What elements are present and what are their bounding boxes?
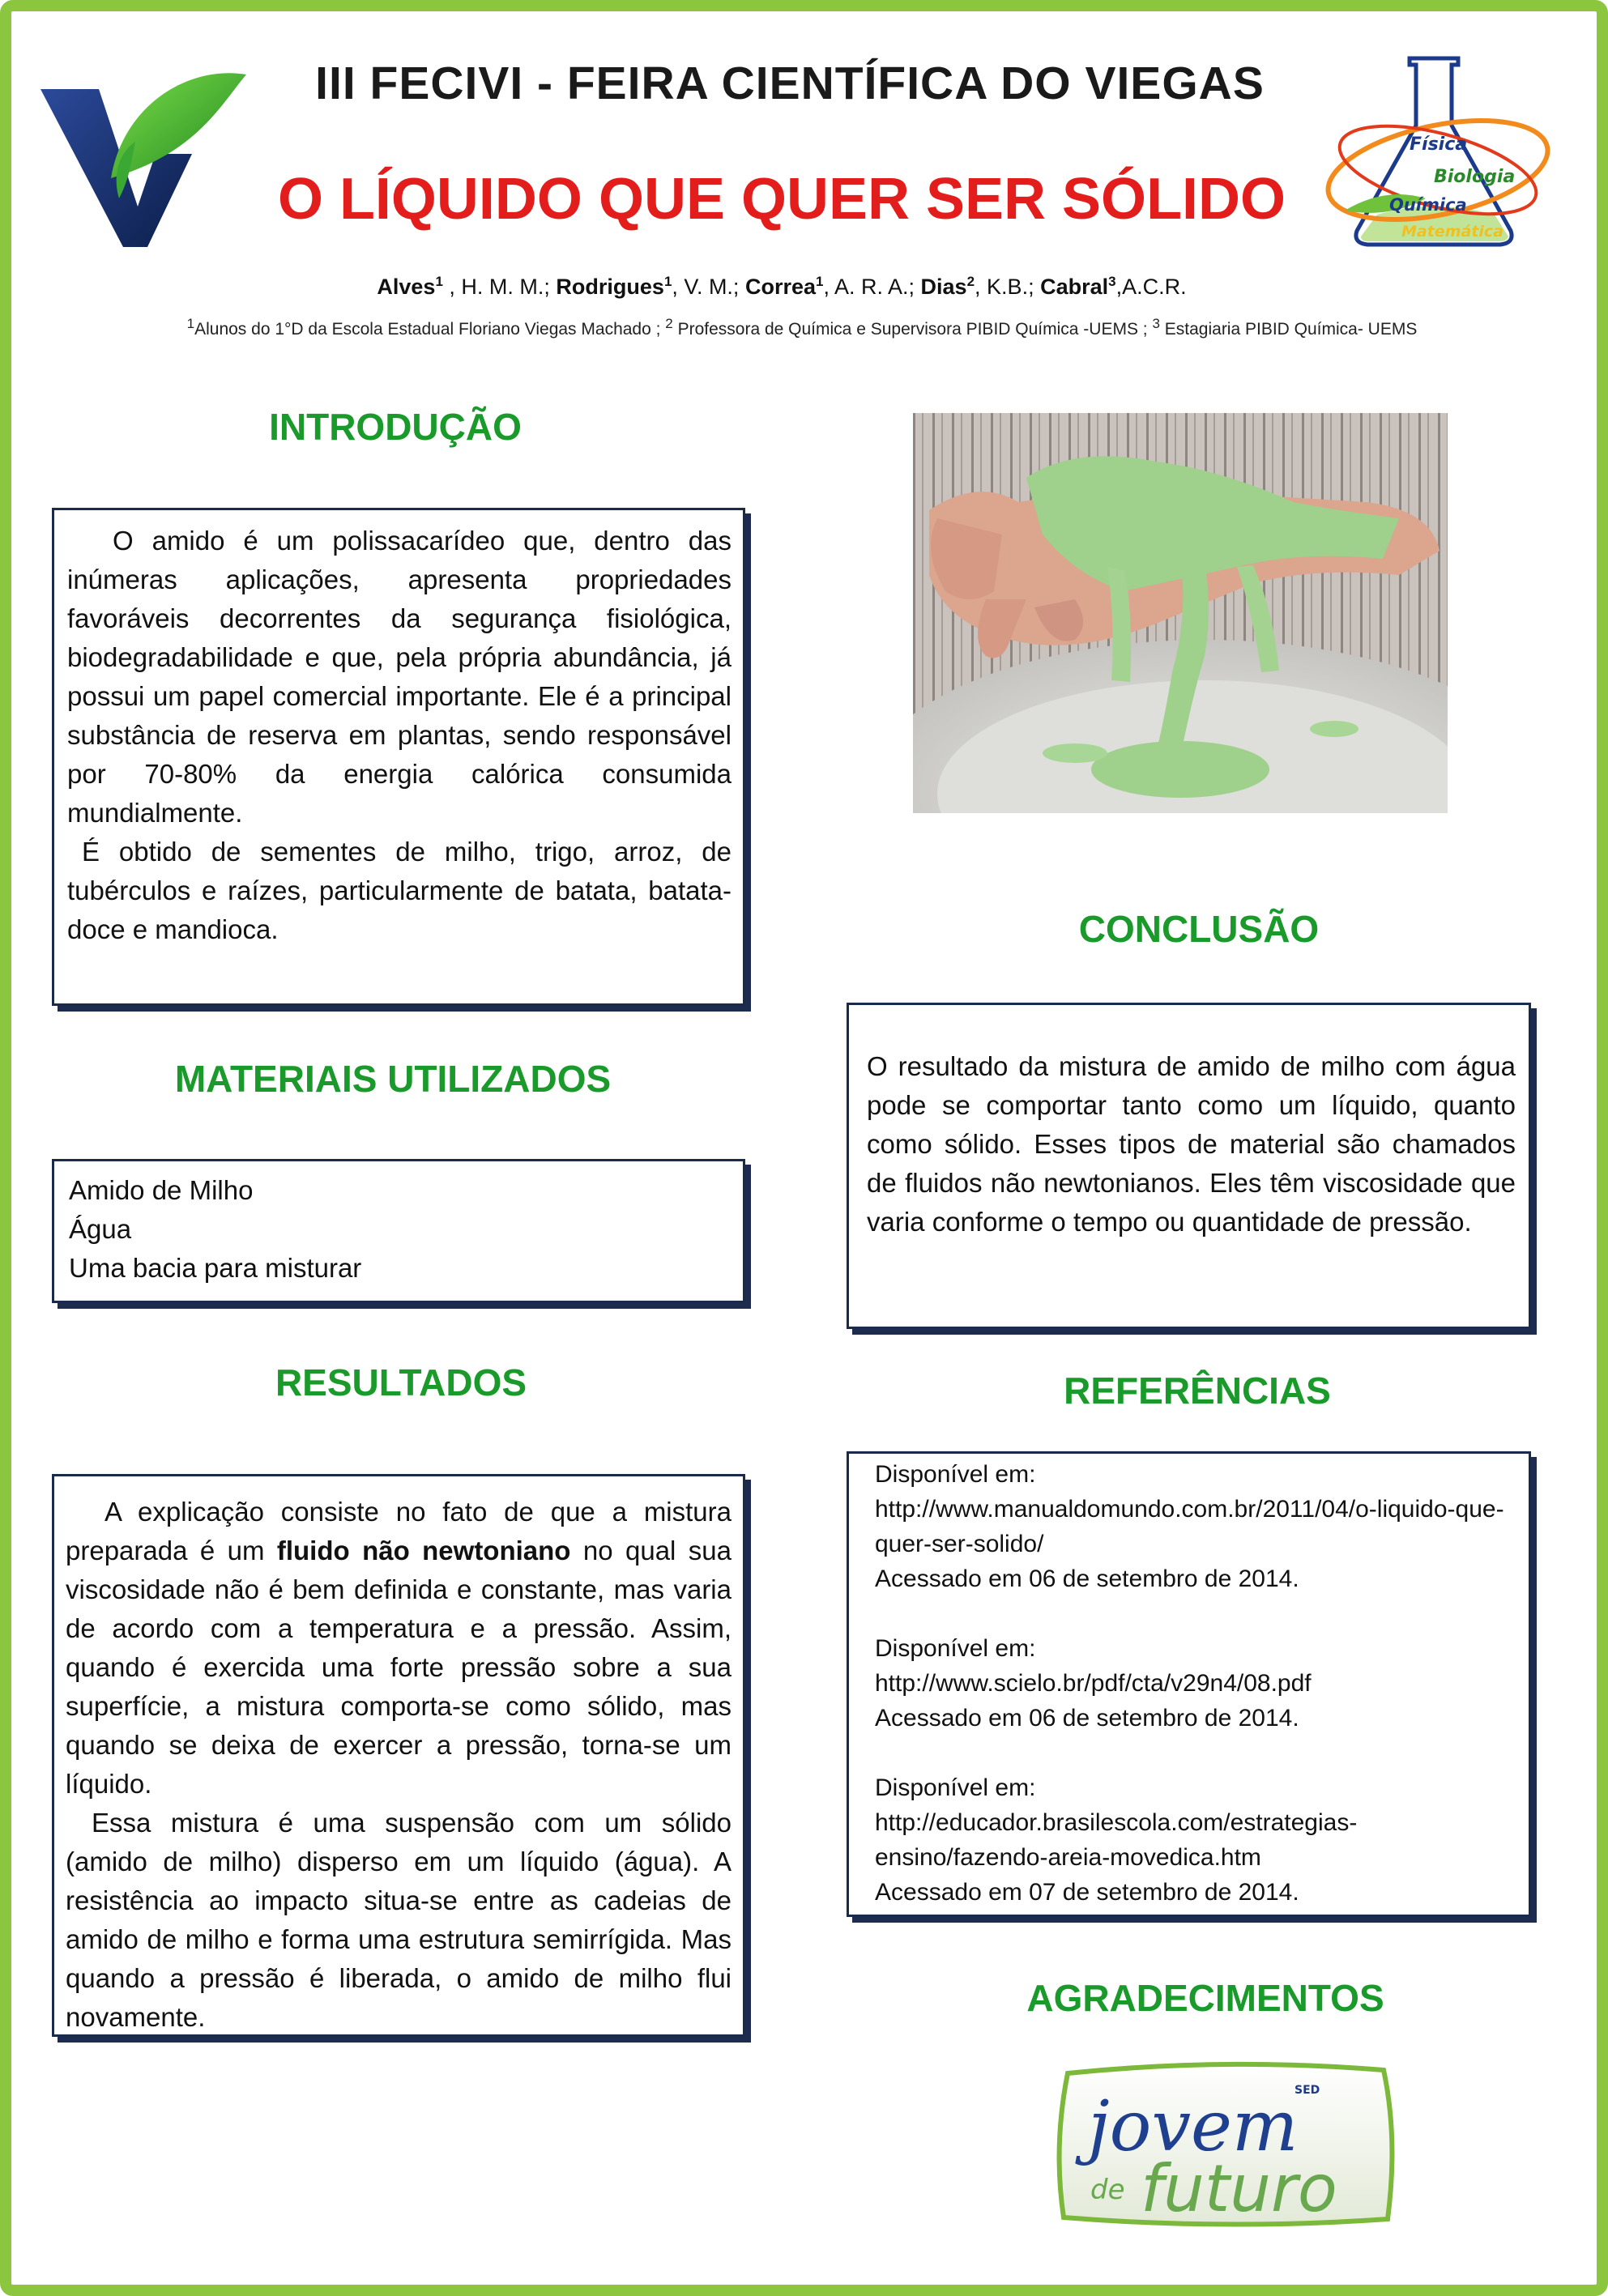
resultados-paragraph-1: A explicação consiste no fato de que a mistura preparada é um fluido não newtoniano no qual sua viscosidade não é bem definida e constante, mas varia de acordo com a temperatura e a pressão. Assim, quando é exercida uma forte pressão sobre a sua superfície, a mistura comporta-se como sólido, mas quando se deixa de exercer a pressão, torna-se um líquido.: [66, 1497, 731, 1799]
reference-url: http://educador.brasilescola.com/estrategias-ensino/fazendo-areia-movedica.htm: [875, 1809, 1358, 1871]
materiais-item: Amido de Milho: [69, 1175, 254, 1205]
affiliations-line: $^1$Alunos do 1°D da Escola Estadual Floriano Viegas Machado ; $^2$ Professora de Química e Supervisora PIBID Química -UEMS ; $^3$ Estagiaria PIBID Química- UEMS: [186, 316, 1418, 339]
poster-title: O LÍQUIDO QUE QUER SER SÓLIDO: [277, 167, 1286, 232]
science-word-matematica: Matemática: [1401, 223, 1504, 241]
jovem-de-futuro-logo: [1051, 2057, 1400, 2231]
reference-available: Disponível em:: [875, 1774, 1036, 1801]
referencias-title: REFERÊNCIAS: [1064, 1370, 1331, 1412]
reference-accessed: Acessado em 06 de setembro de 2014.: [875, 1705, 1299, 1732]
conclusao-text: O resultado da mistura de amido de milho com água pode se comportar tanto como um líquido, quanto como sólido. Esses tipos de material são chamados de fluidos não newtonianos. Eles têm viscosidade que varia conforme o tempo ou quantidade de pressão.: [867, 1051, 1516, 1237]
science-word-fisica: Física: [1410, 134, 1468, 155]
materiais-item: Uma bacia para misturar: [69, 1253, 362, 1283]
materiais-title: MATERIAIS UTILIZADOS: [174, 1058, 612, 1100]
logo-jovem: jovem: [1088, 2086, 1299, 2167]
science-word-biologia: Biologia: [1434, 167, 1516, 187]
fecivi-v-logo: [34, 57, 253, 251]
introducao-paragraph-1: O amido é um polissacarídeo que, dentro das inúmeras aplicações, apresenta propriedades favoráveis decorrentes da segurança fisiológica, biodegradabilidade e que, pela própria abundância, já possui um papel comercial importante. Ele é a principal substância de reserva em plantas, sendo responsável por 70-80% da energia calórica consumida mundialmente.: [67, 526, 731, 828]
conclusao-box: [847, 1003, 1531, 1329]
slime-hand-photo: [913, 413, 1448, 813]
referencias-box: [847, 1451, 1531, 1917]
reference-accessed: Acessado em 06 de setembro de 2014.: [875, 1565, 1299, 1592]
sed-label: SED: [1295, 2084, 1320, 2097]
resultados-box: [52, 1474, 745, 2037]
agradecimentos-title: AGRADECIMENTOS: [1026, 1977, 1384, 2019]
event-title: III FECIVI - FEIRA CIENTÍFICA DO VIEGAS: [315, 58, 1265, 109]
materiais-box: [52, 1159, 745, 1303]
science-word-quimica: Química: [1389, 195, 1467, 215]
reference-accessed: Acessado em 07 de setembro de 2014.: [875, 1879, 1299, 1906]
authors-line: Alves$^1$ , H. M. M.; Rodrigues$^1$, V. M.; Correa$^1$, A. R. A.; Dias$^2$, K.B.; Cabral$^3$,A.C.R.: [377, 274, 1187, 299]
resultados-title: RESULTADOS: [275, 1361, 527, 1404]
introducao-box: [52, 508, 745, 1006]
reference-url: http://www.scielo.br/pdf/cta/v29n4/08.pdf: [875, 1670, 1312, 1697]
introducao-title: INTRODUÇÃO: [269, 406, 522, 448]
science-flask-logo: [1320, 49, 1555, 255]
materiais-item: Água: [69, 1214, 132, 1244]
introducao-paragraph-2: É obtido de sementes de milho, trigo, arroz, de tubérculos e raízes, particularmente de batata, batata-doce e mandioca.: [67, 837, 731, 944]
reference-url: http://www.manualdomundo.com.br/2011/04/o-liquido-que-quer-ser-solido/: [875, 1496, 1504, 1557]
resultados-emphasis: fluido não newtoniano: [276, 1536, 571, 1565]
reference-available: Disponível em:: [875, 1635, 1036, 1662]
reference-available: Disponível em:: [875, 1461, 1036, 1488]
conclusao-title: CONCLUSÃO: [1078, 908, 1320, 950]
logo-futuro: futuro: [1141, 2151, 1337, 2226]
resultados-paragraph-2: Essa mistura é uma suspensão com um sólido (amido de milho) disperso em um líquido (água). A resistência ao impacto situa-se entre as cadeias de amido de milho e forma uma estrutura semirrígida. Mas quando a pressão é liberada, o amido de milho flui novamente.: [66, 1808, 731, 2032]
logo-de: de: [1090, 2174, 1125, 2206]
